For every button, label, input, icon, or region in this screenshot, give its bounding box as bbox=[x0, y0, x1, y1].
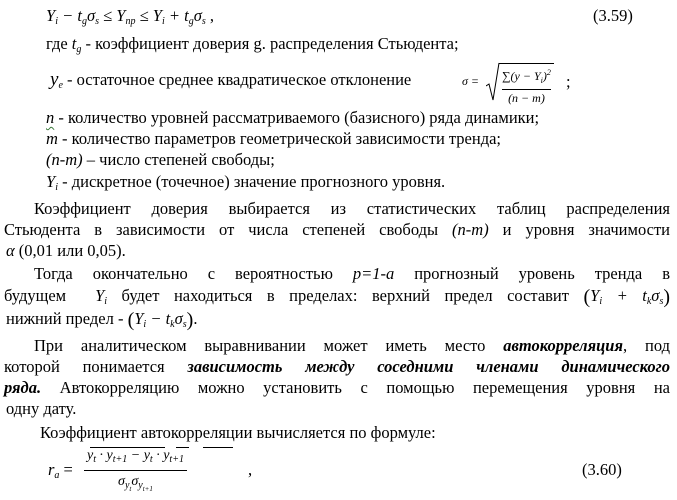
line-yi-definition: $Y_i$ - дискретное (точечное) значение прогнозного уровня. bbox=[46, 172, 446, 193]
sigma-denominator: (n − m) bbox=[508, 91, 545, 105]
sqrt-body bbox=[499, 63, 554, 106]
sigma-numerator: $\sum(y - Y_i)^2$ bbox=[502, 65, 551, 90]
line-tg-definition: где $t_g$ - коэффициент доверия g. распределения Стьюдента; bbox=[46, 34, 459, 55]
eq360-fraction bbox=[84, 446, 187, 500]
overline-1 bbox=[90, 447, 165, 448]
para3-line3: ряда. Автокорреляцию можно установить с помощью перемещения уровня на bbox=[4, 378, 670, 397]
para2-line2: будущем $Y_i$ будет находиться в пределах: верхний предел составит $(Y_i + t_k\sigma_s)$ bbox=[4, 286, 671, 308]
para2-line1: Тогда окончательно с вероятностью p=1-a прогнозный уровень тренда в bbox=[34, 264, 670, 283]
para4-line: Коэффициент автокорреляции вычисляется по формуле: bbox=[40, 423, 436, 442]
line-n-definition: n - количество уровней рассматриваемого (базисного) ряда динамики; bbox=[46, 108, 540, 127]
para3-line1: При аналитическом выравнивании может иметь место автокорреляция, под bbox=[34, 336, 671, 355]
equation-number-3-60: (3.60) bbox=[582, 460, 622, 479]
para2-line3: нижний предел - $(Y_i - t_k\sigma_s)$. bbox=[6, 309, 198, 331]
overline-2 bbox=[176, 447, 189, 448]
para3-line2: которой понимается зависимость между соседними членами динамического bbox=[4, 357, 670, 376]
line-nm-definition: (n-m) – число степеней свободы; bbox=[46, 150, 275, 169]
eq360-numerator: $y_t \cdot y_{t+1} - y_t \cdot y_{t+1}$ bbox=[84, 446, 187, 471]
eq360-lhs: $r_a$ = bbox=[48, 460, 73, 481]
sqrt-radical-icon bbox=[486, 62, 500, 102]
para3-line4: одну дату. bbox=[6, 399, 77, 418]
overline-3 bbox=[203, 447, 233, 448]
para1-line2: Стьюдента в зависимости от числа степеней свободы (n-m) и уровня значимости bbox=[4, 220, 670, 239]
para1-line3: α (0,01 или 0,05). bbox=[6, 241, 126, 260]
equation-number-3-59: (3.59) bbox=[593, 6, 633, 25]
eq360-denominator: $\sigma_{y_t}\sigma_{y_{t+1}}$ bbox=[118, 474, 153, 493]
equation-3-59: $Y_i - t_g\sigma_s \le Y_{пр} \le Y_i + t_g\sigma_s$ , bbox=[46, 6, 214, 27]
line-ye-definition: $y_e$ - остаточное среднее квадратическое отклонение bbox=[50, 69, 412, 91]
para1-line1: Коэффициент доверия выбирается из статистических таблиц распределения bbox=[34, 199, 670, 218]
line-m-definition: m - количество параметров геометрической зависимости тренда; bbox=[46, 129, 502, 148]
